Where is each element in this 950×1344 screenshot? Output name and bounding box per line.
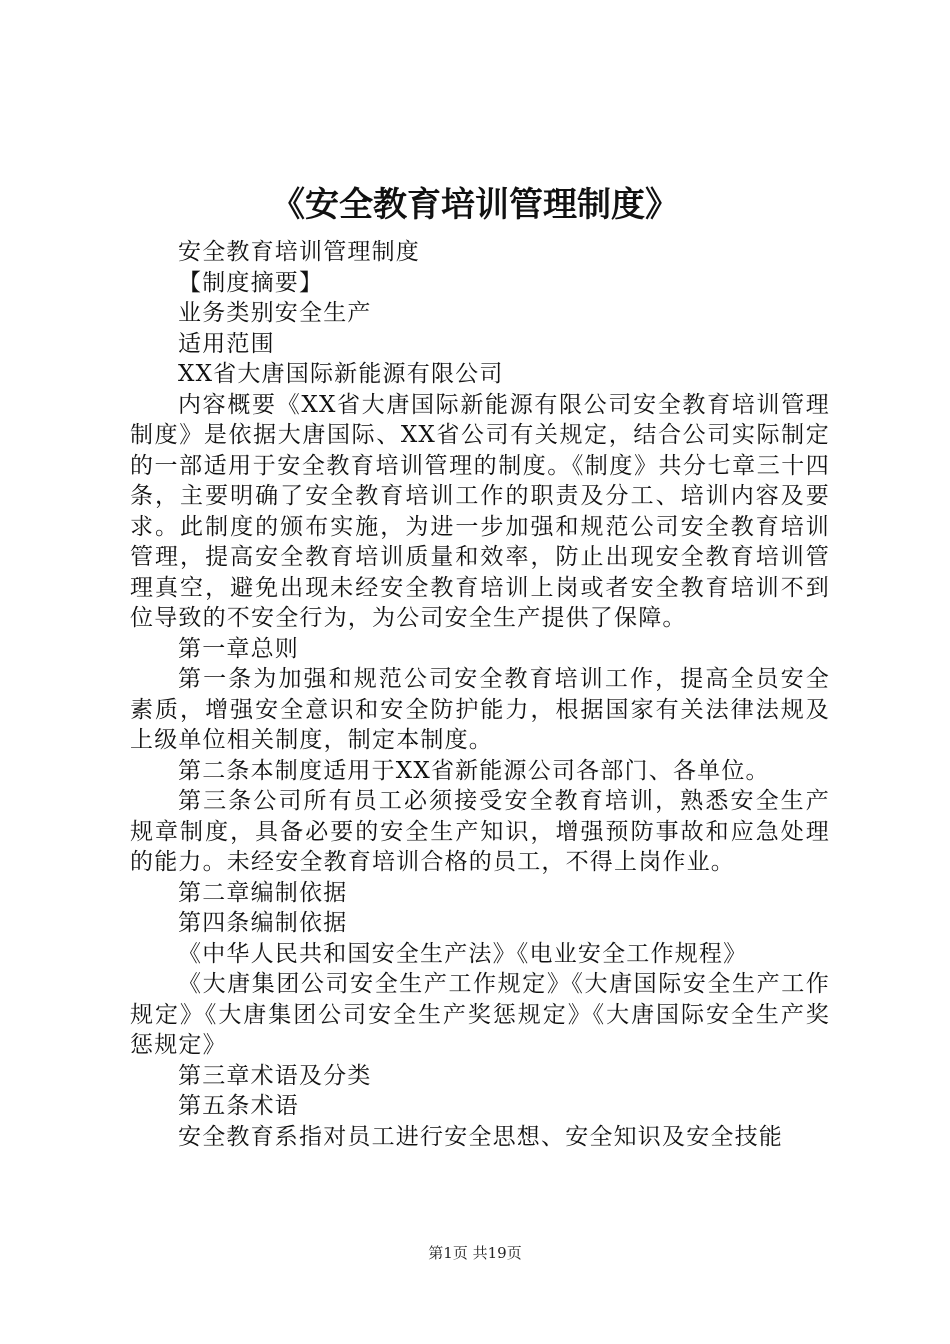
paragraph: 第五条术语: [178, 1093, 299, 1119]
paragraph: 第二条本制度适用于XX省新能源公司各部门、各单位。: [178, 757, 770, 784]
paragraph: 业务类别安全生产: [178, 300, 372, 326]
paragraph: 第三章术语及分类: [178, 1062, 372, 1089]
paragraph: 《大唐集团公司安全生产工作规定》《大唐国际安全生产工作规定》《大唐集团公司安全生产奖惩规定》《大唐国际安全生产奖惩规定》: [130, 971, 830, 1058]
paragraph: 第二章编制依据: [178, 879, 348, 906]
paragraph: XX省大唐国际新能源有限公司: [178, 361, 504, 387]
paragraph: 内容概要《XX省大唐国际新能源有限公司安全教育培训管理制度》是依据大唐国际、XX省公司有关规定，结合公司实际制定的一部适用于安全教育培训管理的制度。《制度》共分七章三十四条，主要明确了安全教育培训工作的职责及分工、培训内容及要求。此制度的颁布实施，为进一步加强和规范公司安全教育培训管理，提高安全教育培训质量和效率，防止出现安全教育培训管理真空，避免出现未经安全教育培训上岗或者安全教育培训不到位导致的不安全行为，为公司安全生产提供了保障。: [130, 391, 830, 631]
paragraph: 第三条公司所有员工必须接受安全教育培训，熟悉安全生产规章制度，具备必要的安全生产知识，增强预防事故和应急处理的能力。未经安全教育培训合格的员工，不得上岗作业。: [130, 788, 830, 875]
page-number-footer: 第1页 共19页: [428, 1244, 522, 1262]
document-body: [130, 237, 830, 1152]
paragraph: 第一条为加强和规范公司安全教育培训工作，提高全员安全素质，增强安全意识和安全防护能力，根据国家有关法律法规及上级单位相关制度，制定本制度。: [130, 666, 830, 753]
paragraph: 适用范围: [178, 330, 275, 357]
paragraph: 《中华人民共和国安全生产法》《电业安全工作规程》: [178, 940, 748, 967]
paragraph: 第一章总则: [178, 635, 299, 662]
paragraph: 【制度摘要】: [178, 269, 324, 296]
paragraph: 安全教育系指对员工进行安全思想、安全知识及安全技能: [178, 1123, 783, 1150]
paragraph: 安全教育培训管理制度: [178, 239, 420, 265]
paragraph: 第四条编制依据: [178, 910, 348, 936]
document-title: 《安全教育培训管理制度》: [271, 185, 679, 225]
